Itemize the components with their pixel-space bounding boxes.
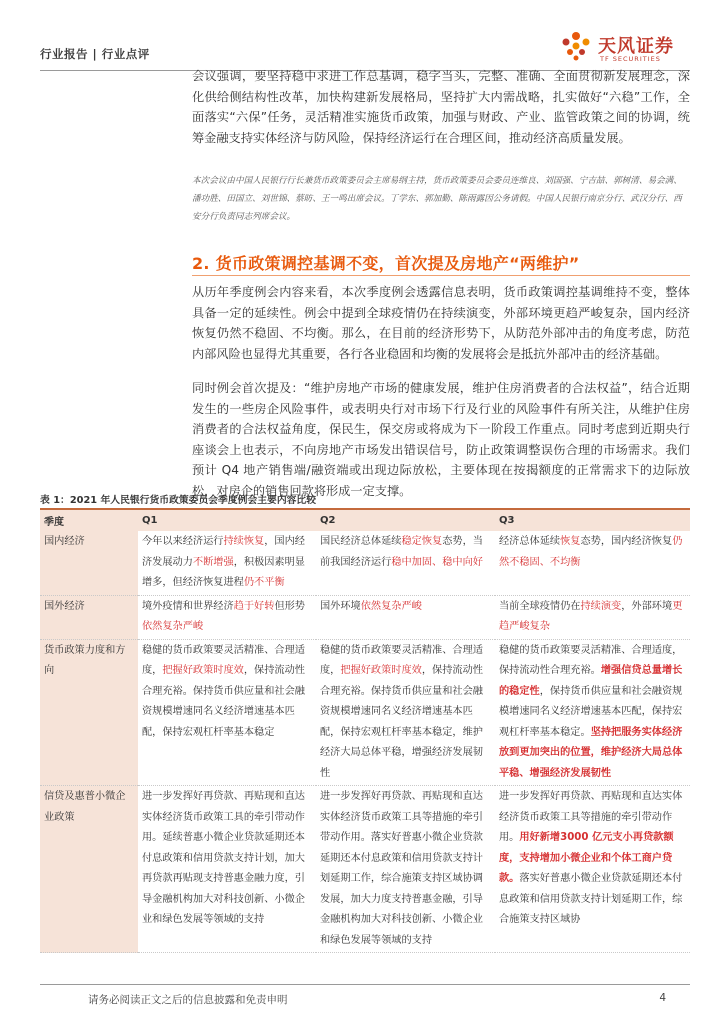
section-paragraph-1: 从历年季度例会内容来看，本次季度例会透露信息表明，货币政策调控基调维持不变，整体具备一定的延续性。例会中提到全球疫情仍在持续演变，外部环境更趋严峻复杂，国内经济恢复仍然不稳固、不均衡。那么，在目前的经济形势下，从防范外部冲击的角度考虑，防范内部风险也显得尤其重要，各行各业稳固和均衡的发展将会是抵抗外部冲击的经济基础。 xyxy=(192,285,690,361)
cell-text-segment: 经济总体延续 xyxy=(499,536,561,547)
cell-text-segment: 依然复杂严峻 xyxy=(142,621,204,632)
table-header-row xyxy=(40,509,690,531)
cell-q2 xyxy=(316,531,495,595)
cell-text-segment: 持续演变 xyxy=(580,600,622,612)
table-row xyxy=(40,595,690,639)
cell-text-segment: ，保持流动性合理充裕。保持货币供应量和社会融资规模增速同名义经济增速基本匹配，保持宏观杠杆率基本稳定 xyxy=(142,665,305,738)
cell-text-segment: 稳健的货币政策要灵活精准、合理适度， xyxy=(142,644,305,676)
cell-text-segment: 仍然不稳固、不均衡 xyxy=(499,536,683,568)
cell-q3 xyxy=(495,595,690,639)
section-paragraph-2: 同时例会首次提及：“维护房地产市场的健康发展，维护住房消费者的合法权益”，结合近期发生的一些房企风险事件，或表明央行对市场下行及行业的风险事件有所关注，从维护住房消费者的合法权益角度，保民生，保交房或将成为下一阶段工作重点。同时考虑到近期央行座谈会上也表示，不向房地产市场发出错误信号，防止政策调整误伤合理的市场需求。我们预计 Q4 地产销售端/融资端或出现边际放松，主要体现在按揭额度的正常需求下的边际放松，对房企的销售回款将形成一定支撑。 xyxy=(192,381,690,498)
cell-text-segment: 稳中加固、稳中向好 xyxy=(391,556,483,568)
attendance-note: 本次会议由中国人民银行行长兼货币政策委员会主席易纲主持，货币政策委员会委员连维良、刘国强、宁吉喆、郭树清、易会满、潘功胜、田国立、刘世锦、蔡昉、王一鸣出席会议。丁学东、郭加勤、陈雨露因公务请假。中国人民银行南京分行、武汉分行、西安分行负责同志列席会议。 xyxy=(192,176,682,222)
cell-text-segment: 依然复杂严峻 xyxy=(360,600,422,612)
row-category: 货币政策力度和方向 xyxy=(40,639,138,786)
cell-text-segment: ，保持流动性合理充裕。保持货币供应量和社会融资规模增速同名义经济增速基本匹配，保持宏观杠杆率基本稳定，维护经济大局总体平稳，增强经济发展韧性 xyxy=(320,665,483,779)
cell-text-segment: 稳定恢复 xyxy=(401,536,443,547)
cell-q1 xyxy=(138,786,316,953)
cell-text-segment: ，保持货币供应量和社会融资规模增速同名义经济增速基本匹配，保持宏观杠杆率基本稳定。 xyxy=(499,685,683,738)
cell-text-segment: 稳健的货币政策要灵活精准、合理适度， xyxy=(320,644,483,676)
cell-q3 xyxy=(495,786,690,953)
table-title: 表 1：2021 年人民银行货币政策委员会季度例会主要内容比较 xyxy=(40,495,317,506)
cell-text-segment: 稳健的货币政策要灵活精准、合理适度，保持流动性合理充裕。 xyxy=(499,644,683,676)
cell-text-segment: 进一步发挥好再贷款、再贴现和直达实体经济货币政策工具等措施的牵引带动作用。落实好普惠小微企业贷款延期还本付息政策和信用贷款支持计划延期工作，综合施策支持区域协调发展，加大力度支持普惠金融，引导金融机构加大对科技创新、小微企业和绿色发展等领域的支持 xyxy=(320,791,483,946)
table-row xyxy=(40,639,690,786)
logo-text: 天风证券 xyxy=(598,36,674,57)
cell-text-segment: 态势，当前我国经济运行 xyxy=(320,536,483,568)
comparison-table xyxy=(40,508,690,953)
cell-text-segment: 落实好普惠小微企业贷款延期还本付息政策和信用贷款支持计划延期工作，综合施策支持区域协 xyxy=(499,873,683,925)
cell-text-segment: 进一步发挥好再贷款、再贴现和直达实体经济货币政策工具的牵引带动作用。延续普惠小微企业贷款延期还本付息政策和信用贷款支持计划，加大再贷款再贴现支持普惠金融力度，引导金融机构加大对科技创新、小微企业和绿色发展等领域的支持 xyxy=(142,791,305,925)
cell-q2 xyxy=(316,786,495,953)
cell-q2 xyxy=(316,595,495,639)
intro-paragraph: 会议强调，要坚持稳中求进工作总基调，稳字当头，完整、准确、全面贯彻新发展理念，深化供给侧结构性改革，加快构建新发展格局，坚持扩大内需战略，扎实做好“六稳”工作，全面落实“六保”任务，灵活精准实施货币政策，加强与财政、产业、监管政策之间的协调，统筹金融支持实体经济与防风险，保持经济运行在合理区间，推动经济高质量发展。 xyxy=(192,69,690,145)
table-row xyxy=(40,786,690,953)
cell-q3 xyxy=(495,531,690,595)
cell-text-segment: 恢复 xyxy=(560,536,581,547)
cell-q2 xyxy=(316,639,495,786)
cell-text-segment: 但形势 xyxy=(274,600,305,612)
cell-text-segment: 持续恢复 xyxy=(223,536,265,547)
table-row xyxy=(40,531,690,595)
header-q3: Q3 xyxy=(495,509,690,531)
cell-text-segment: ，国内经济发展动力 xyxy=(142,536,305,568)
section-divider xyxy=(192,275,690,276)
cell-text-segment: ，外部环境 xyxy=(621,600,673,612)
row-category: 国外经济 xyxy=(40,595,138,639)
cell-text-segment: 用好新增3000 亿元支小再贷款额度，支持增加小微企业和个体工商户贷款。 xyxy=(499,832,674,884)
cell-text-segment: 态势，国内经济恢复 xyxy=(580,536,673,547)
cell-text-segment: 当前全球疫情仍在 xyxy=(499,600,581,612)
cell-text-segment: 国外环境 xyxy=(320,600,361,612)
header-q1: Q1 xyxy=(138,509,316,531)
header-q2: Q2 xyxy=(316,509,495,531)
company-logo xyxy=(556,28,686,68)
cell-text-segment: 国民经济总体延续 xyxy=(320,536,402,547)
cell-text-segment: 更趋严峻复杂 xyxy=(499,600,683,632)
cell-q1 xyxy=(138,595,316,639)
cell-text-segment: 把握好政策时度效 xyxy=(162,665,244,676)
row-category: 国内经济 xyxy=(40,531,138,595)
logo-subtext: TF SECURITIES xyxy=(600,55,661,63)
cell-q3 xyxy=(495,639,690,786)
footer-divider xyxy=(40,984,690,985)
header-quarter: 季度 xyxy=(40,509,138,531)
cell-text-segment: 不断增强 xyxy=(192,556,234,568)
cell-text-segment: 增强信贷总量增长的稳定性 xyxy=(499,665,683,697)
cell-q1 xyxy=(138,531,316,595)
page-number: 4 xyxy=(659,992,666,1004)
cell-text-segment: 把握好政策时度效 xyxy=(340,665,422,676)
section-heading: 2. 货币政策调控基调不变，首次提及房地产“两维护” xyxy=(192,254,580,273)
cell-text-segment: ，积极因素明显增多，但经济恢复进程 xyxy=(142,556,305,588)
cell-text-segment: 境外疫情和世界经济 xyxy=(142,600,234,612)
row-category: 信贷及惠普小微企业政策 xyxy=(40,786,138,953)
report-type-label: 行业报告 | 行业点评 xyxy=(40,47,150,61)
cell-text-segment: 进一步发挥好再贷款、再贴现和直达实体经济货币政策工具等措施的牵引带动作用。 xyxy=(499,791,683,843)
footer-disclaimer: 请务必阅读正文之后的信息披露和免责申明 xyxy=(88,994,288,1006)
cell-text-segment: 趋于好转 xyxy=(233,600,275,612)
cell-text-segment: 坚持把服务实体经济放到更加突出的位置，维护经济大局总体平稳、增强经济发展韧性 xyxy=(499,726,683,779)
cell-text-segment: 今年以来经济运行 xyxy=(142,536,224,547)
logo-flower-icon xyxy=(556,28,596,68)
cell-text-segment: 仍不平衡 xyxy=(243,577,285,588)
cell-q1 xyxy=(138,639,316,786)
